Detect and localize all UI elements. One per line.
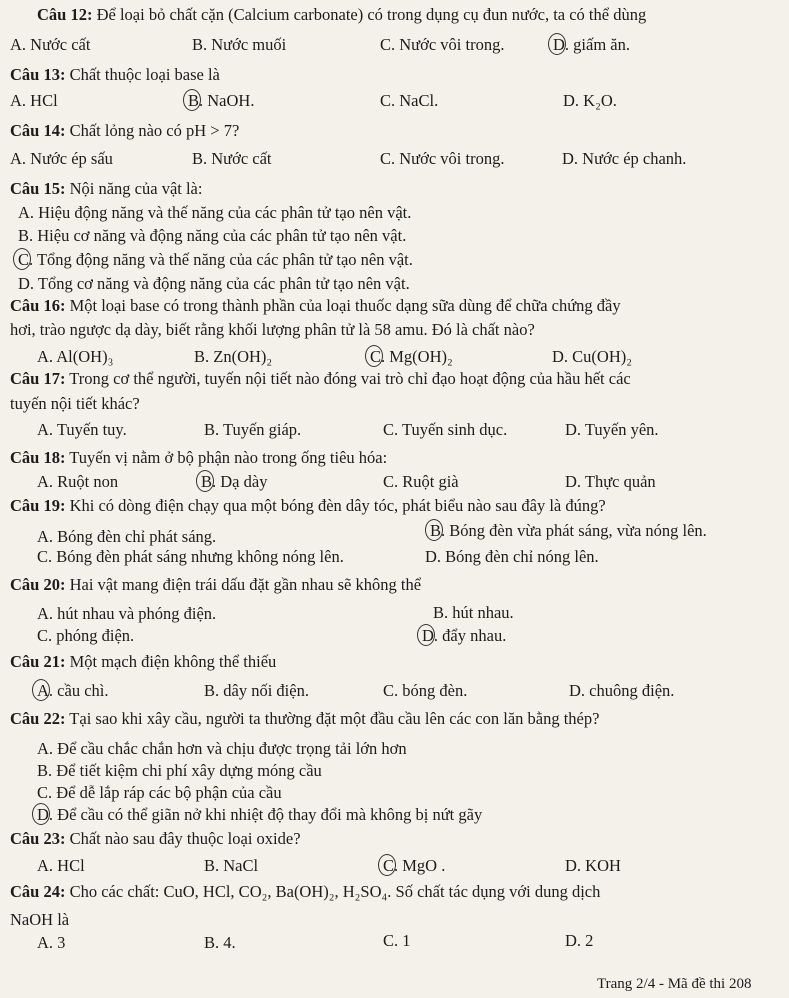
question-17-text-continued: tuyến nội tiết khác? <box>10 394 140 413</box>
option-label: A. Nước cất <box>10 35 91 54</box>
question-23-option-d[interactable] <box>565 856 621 876</box>
question-16-number: Câu 16: <box>10 296 66 315</box>
option-label: C. Nước vôi trong. <box>380 35 505 54</box>
option-label: C. Ruột già <box>383 472 459 491</box>
option-label: A. Tuyến tuy. <box>37 420 127 439</box>
answer-circle-mark <box>32 679 50 701</box>
option-label: D. Nước ép chanh. <box>562 149 687 168</box>
question-16-option-d[interactable] <box>552 347 632 367</box>
question-24-option-c[interactable] <box>383 931 411 951</box>
question-16-option-b[interactable] <box>194 347 272 367</box>
option-label: C. Bóng đèn phát sáng nhưng không nóng lên. <box>37 547 344 566</box>
option-label: C. phóng điện. <box>37 626 135 645</box>
question-20-number: Câu 20: <box>10 575 66 594</box>
option-label: D. Để cầu có thể giãn nở khi nhiệt độ thay đổi mà không bị nứt gãy <box>37 805 483 824</box>
question-23-option-c[interactable] <box>383 856 445 876</box>
question-15-option-a[interactable] <box>18 203 411 223</box>
question-12-text: Để loại bỏ chất cặn (Calcium carbonate) có trong dụng cụ đun nước, ta có thể dùng <box>92 5 647 24</box>
question-16-option-c[interactable] <box>370 347 453 367</box>
option-label: D. 2 <box>565 931 594 950</box>
question-12-option-b[interactable] <box>192 35 286 55</box>
question-13-text: Chất thuộc loại base là <box>65 65 220 84</box>
option-label: A. Nước ép sấu <box>10 149 113 168</box>
question-17-option-b[interactable] <box>204 420 301 440</box>
answer-circle-mark <box>365 345 383 367</box>
question-22-stem <box>10 709 599 729</box>
question-15-option-d[interactable] <box>18 274 410 294</box>
answer-circle-mark <box>32 803 50 825</box>
question-19-stem <box>10 496 606 516</box>
question-15-number: Câu 15: <box>10 179 66 198</box>
question-14-number: Câu 14: <box>10 121 66 140</box>
option-label: D. Tổng cơ năng và động năng của các phân tử tạo nên vật. <box>18 274 410 293</box>
question-22-option-c[interactable] <box>37 783 282 803</box>
question-20-option-a[interactable] <box>37 604 216 624</box>
question-17-option-d[interactable] <box>565 420 659 440</box>
option-label: C. Để dễ lắp ráp các bộ phận của cầu <box>37 783 282 802</box>
question-22-option-d[interactable] <box>37 805 482 825</box>
question-18-option-c[interactable] <box>383 472 459 492</box>
answer-circle-mark <box>548 33 566 55</box>
option-label: B. Để tiết kiệm chi phí xây dựng móng cầu <box>37 761 322 780</box>
option-label: A. Bóng đèn chỉ phát sáng. <box>37 527 217 546</box>
option-label: D. Bóng đèn chỉ nóng lên. <box>425 547 599 566</box>
question-13-option-c[interactable] <box>380 91 438 111</box>
question-17-option-c[interactable] <box>383 420 507 440</box>
answer-circle-mark <box>378 854 396 876</box>
option-label: B. NaCl <box>204 856 259 875</box>
option-label: A. Al(OH)₃ <box>37 347 114 366</box>
question-14-stem <box>10 121 239 141</box>
question-22-option-a[interactable] <box>37 739 407 759</box>
option-label: C. NaCl. <box>380 91 439 110</box>
option-label: C. Tổng động năng và thế năng của các phân tử tạo nên vật. <box>18 250 413 269</box>
question-24-text: Cho các chất: CuO, HCl, CO₂, Ba(OH)₂, H₂SO₄. Số chất tác dụng với dung dịch <box>65 882 601 901</box>
question-14-option-a[interactable] <box>10 149 113 169</box>
question-14-text: Chất lỏng nào có pH > 7? <box>65 121 240 140</box>
question-18-option-d[interactable] <box>565 472 656 492</box>
option-label: B. NaOH. <box>188 91 255 110</box>
option-label: A. 3 <box>37 933 66 952</box>
option-label: A. hút nhau và phóng điện. <box>37 604 217 623</box>
question-12-option-a[interactable] <box>10 35 90 55</box>
question-14-option-d[interactable] <box>562 149 686 169</box>
option-label: B. hút nhau. <box>433 603 514 622</box>
question-14-option-b[interactable] <box>192 149 272 169</box>
question-21-option-b[interactable] <box>204 681 309 701</box>
answer-circle-mark <box>417 624 435 646</box>
question-16-text-continued: hơi, trào ngược dạ dày, biết rằng khối lượng phân tử là 58 amu. Đó là chất nào? <box>10 320 535 339</box>
page-footer: Trang 2/4 - Mã đề thi 208 <box>597 976 752 992</box>
question-17-text: Trong cơ thể người, tuyến nội tiết nào đóng vai trò chỉ đạo hoạt động của hầu hết các <box>65 369 631 388</box>
option-label: C. Nước vôi trong. <box>380 149 505 168</box>
question-21-option-c[interactable] <box>383 681 467 701</box>
question-19-option-d[interactable] <box>425 547 599 567</box>
option-label: A. Ruột non <box>37 472 119 491</box>
question-15-stem <box>10 179 202 199</box>
answer-circle-mark <box>425 519 443 541</box>
question-24-option-a[interactable] <box>37 933 65 953</box>
question-21-stem <box>10 652 276 672</box>
question-16-text: Một loại base có trong thành phần của loại thuốc dạng sữa dùng để chữa chứng đầy <box>65 296 621 315</box>
question-23-number: Câu 23: <box>10 829 66 848</box>
option-label: B. 4. <box>204 933 236 952</box>
question-17-number: Câu 17: <box>10 369 66 388</box>
question-15-text: Nội năng của vật là: <box>65 179 203 198</box>
option-label: C. Mg(OH)₂ <box>370 347 453 366</box>
question-13-option-a[interactable] <box>10 91 58 111</box>
question-16-option-a[interactable] <box>37 347 113 367</box>
question-24-number: Câu 24: <box>10 882 66 901</box>
question-14-option-c[interactable] <box>380 149 504 169</box>
question-16-stem <box>10 296 621 316</box>
question-12-stem <box>37 5 646 25</box>
question-12-option-c[interactable] <box>380 35 504 55</box>
question-22-number: Câu 22: <box>10 709 66 728</box>
question-21-option-d[interactable] <box>569 681 674 701</box>
question-20-option-b[interactable] <box>433 603 514 623</box>
option-label: B. Nước muối <box>192 35 287 54</box>
question-18-option-b[interactable] <box>201 472 267 492</box>
answer-circle-mark <box>13 248 31 270</box>
question-18-text: Tuyến vị nằm ở bộ phận nào trong ống tiêu hóa: <box>65 448 388 467</box>
question-24-stem <box>10 882 600 902</box>
question-23-option-b[interactable] <box>204 856 258 876</box>
question-19-option-b[interactable] <box>430 521 707 541</box>
question-19-option-a[interactable] <box>37 527 216 547</box>
question-22-option-b[interactable] <box>37 761 322 781</box>
question-22-text: Tại sao khi xây cầu, người ta thường đặt một đầu cầu lên các con lăn bằng thép? <box>65 709 600 728</box>
option-label: C. bóng đèn. <box>383 681 468 700</box>
question-12-number: Câu 12: <box>37 5 93 24</box>
option-label: A. cầu chì. <box>37 681 109 700</box>
question-18-option-a[interactable] <box>37 472 118 492</box>
option-label: D. Cu(OH)₂ <box>552 347 632 366</box>
question-18-number: Câu 18: <box>10 448 66 467</box>
question-15-option-c[interactable] <box>18 250 413 270</box>
question-24-option-d[interactable] <box>565 931 593 951</box>
option-label: B. Zn(OH)₂ <box>194 347 273 366</box>
option-label: D. giấm ăn. <box>553 35 630 54</box>
question-20-stem <box>10 575 421 595</box>
option-label: A. HCl <box>37 856 85 875</box>
question-24-text-continued: NaOH là <box>10 910 70 929</box>
question-21-option-a[interactable] <box>37 681 108 701</box>
question-12-option-d[interactable] <box>553 35 630 55</box>
question-13-option-d[interactable] <box>563 91 617 111</box>
option-label: B. Dạ dày <box>201 472 268 491</box>
answer-circle-mark <box>196 470 214 492</box>
question-13-option-b[interactable] <box>188 91 254 111</box>
question-21-number: Câu 21: <box>10 652 66 671</box>
option-label: B. Tuyến giáp. <box>204 420 302 439</box>
question-19-number: Câu 19: <box>10 496 66 515</box>
option-label: A. Hiệu động năng và thế năng của các phân tử tạo nên vật. <box>18 203 412 222</box>
question-20-option-d[interactable] <box>422 626 506 646</box>
question-17-stem <box>10 369 631 389</box>
option-label: B. Nước cất <box>192 149 272 168</box>
option-label: B. Bóng đèn vừa phát sáng, vừa nóng lên. <box>430 521 707 540</box>
question-18-stem <box>10 448 387 468</box>
question-13-stem <box>10 65 220 85</box>
option-label: B. dây nối điện. <box>204 681 309 700</box>
question-19-text: Khi có dòng điện chạy qua một bóng đèn dây tóc, phát biểu nào sau đây là đúng? <box>65 496 606 515</box>
option-label: C. 1 <box>383 931 411 950</box>
option-label: D. Thực quản <box>565 472 656 491</box>
option-label: A. Để cầu chắc chắn hơn và chịu được trọng tải lớn hơn <box>37 739 407 758</box>
question-21-text: Một mạch điện không thể thiếu <box>65 652 277 671</box>
question-19-option-c[interactable] <box>37 547 344 567</box>
question-17-option-a[interactable] <box>37 420 127 440</box>
question-23-text: Chất nào sau đây thuộc loại oxide? <box>65 829 301 848</box>
option-label: D. K₂O. <box>563 91 617 110</box>
option-label: B. Hiệu cơ năng và động năng của các phân tử tạo nên vật. <box>18 226 407 245</box>
option-label: D. Tuyến yên. <box>565 420 659 439</box>
question-24-option-b[interactable] <box>204 933 236 953</box>
option-label: D. KOH <box>565 856 621 875</box>
option-label: D. chuông điện. <box>569 681 675 700</box>
option-label: C. Tuyến sinh dục. <box>383 420 508 439</box>
question-23-option-a[interactable] <box>37 856 85 876</box>
question-13-number: Câu 13: <box>10 65 66 84</box>
question-23-stem <box>10 829 301 849</box>
option-label: D. đẩy nhau. <box>422 626 507 645</box>
question-15-option-b[interactable] <box>18 226 406 246</box>
option-label: A. HCl <box>10 91 58 110</box>
question-20-option-c[interactable] <box>37 626 134 646</box>
option-label: C. MgO . <box>383 856 446 875</box>
answer-circle-mark <box>183 89 201 111</box>
question-20-text: Hai vật mang điện trái dấu đặt gần nhau sẽ không thể <box>65 575 422 594</box>
